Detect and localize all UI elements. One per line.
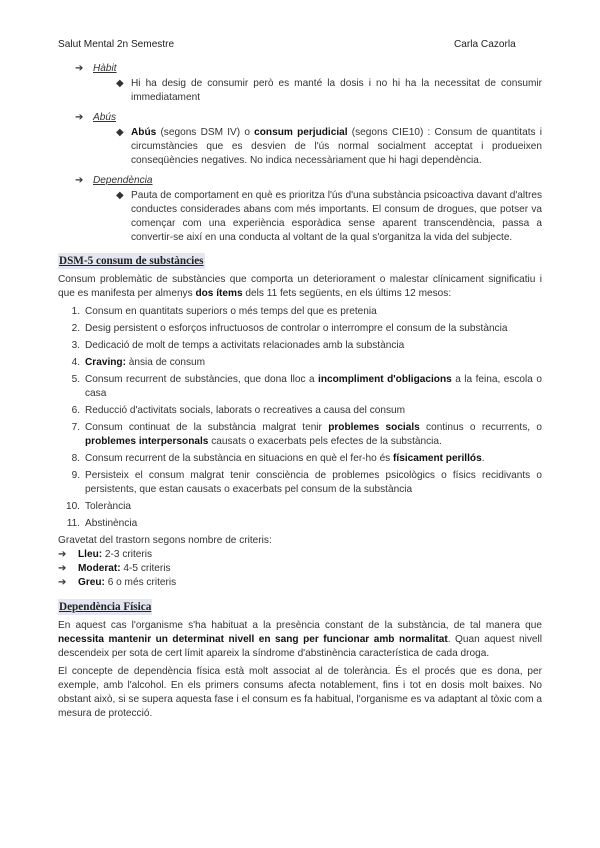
text-run: a la feina, escola o casa (85, 374, 542, 399)
criteria-item (58, 452, 542, 466)
gravetat-list (58, 548, 542, 590)
arrow-right-icon: ➔ (58, 577, 67, 588)
gravetat-level: Greu: (78, 577, 105, 588)
criteria-item (58, 322, 542, 336)
definition-bullet (58, 77, 542, 105)
text-run: (segons CIE10) : Consum de quantitats i circumstàncies que es desvien de l'ús normal socialment acceptat i produeixen conseqüències negatives. No indica necessàriament que hi hagi dependència. (131, 127, 543, 166)
gravetat-range: 2-3 criteris (102, 549, 153, 560)
criteria-number: 8. (71, 453, 80, 464)
criteria-number: 5. (71, 374, 80, 385)
text-run: causats o exacerbats pels efectes de la substància. (208, 436, 442, 447)
text-run: En aquest cas l'organisme s'ha habituat a la presència constant de la substància, de tal manera que (58, 620, 542, 631)
definition-term (58, 111, 542, 125)
text-run: Abstinència (85, 518, 138, 529)
bold-text: consum perjudicial (254, 127, 348, 138)
bold-text: Craving: (85, 357, 126, 368)
text-run: Hi ha desig de consumir però es manté la dosis i no hi ha la necessitat de consumir immediatament (131, 78, 542, 103)
arrow-right-icon: ➔ (58, 549, 67, 560)
criteria-item (58, 373, 542, 401)
criteria-number: 3. (71, 340, 80, 351)
diamond-bullet-icon: ◆ (116, 190, 124, 201)
diamond-bullet-icon: ◆ (116, 78, 124, 89)
text-run: dels 11 fets següents, en els últims 12 mesos: (242, 288, 452, 299)
bold-text: dos ítems (195, 288, 243, 299)
gravetat-item (58, 548, 542, 562)
definition-term-label: Dependència (93, 175, 153, 186)
dsm-intro-paragraph (58, 273, 542, 301)
gravetat-item (58, 576, 542, 590)
dsm-criteria-list (58, 305, 542, 531)
text-run: continus o recurrents, o (419, 422, 542, 433)
criteria-number: 7. (71, 422, 80, 433)
definitions-list (58, 62, 542, 245)
bold-text: Abús (131, 127, 157, 138)
text-run: Consum en quantitats superiors o més temps del que es pretenia (85, 306, 377, 317)
text-run: ànsia de consum (125, 357, 206, 368)
text-run: Consum recurrent de substàncies, que dona lloc a (85, 374, 319, 385)
header-course: Salut Mental 2n Semestre (58, 39, 175, 50)
criteria-item (58, 404, 542, 418)
text-run: Consum recurrent de la substància en situacions en què el fer-ho és (85, 453, 394, 464)
arrow-right-icon: ➔ (75, 175, 84, 186)
gravetat-level: Lleu: (78, 549, 103, 560)
criteria-number: 6. (71, 405, 80, 416)
arrow-right-icon: ➔ (75, 63, 84, 74)
arrow-right-icon: ➔ (75, 112, 84, 123)
definition-term-label: Abús (93, 112, 117, 123)
text-run: Pauta de comportament en què es prioritza l'ús d'una substància psicoactiva davant d'altres conductes considerades abans com més importants. El consum de drogues, que potser va començar com una experiència esporàdica sense aparent transcendència, passa a convertir-se així en una conducta al voltant de la qual s'organitza la vida del subjecte. (131, 190, 542, 243)
text-run: El concepte de dependència física està molt associat al de tolerància. És el procés que es dona, per exemple, amb l'alcohol. En els primers consums afecta notablement, fins i tot en dosis molt baixes. No obstant això, si se supera aquesta fase i el consum es fa habitual, l'organisme es va adaptant al tòxic com a mesura de protecció. (58, 666, 542, 719)
document-body (58, 62, 542, 721)
text-run: Tolerància (85, 501, 132, 512)
section-title-dsm5: DSM-5 consum de substàncies (59, 255, 204, 267)
bold-text: problemes interpersonals (85, 436, 209, 447)
criteria-number: 4. (71, 357, 80, 368)
criteria-number: 2. (71, 323, 80, 334)
gravetat-range: 6 o més criteris (104, 577, 177, 588)
text-run: . Quan aquest nivell descendeix per sota de cert límit apareix la síndrome d'abstinència característica de cada droga. (58, 634, 542, 659)
criteria-item (58, 469, 542, 497)
definition-term (58, 174, 542, 188)
text-run: Desig persistent o esforços infructuosos de controlar o interrompre el consum de la substància (85, 323, 508, 334)
diamond-bullet-icon: ◆ (116, 127, 124, 138)
header-author: Carla Cazorla (454, 39, 516, 50)
definition-bullet (58, 126, 542, 168)
gravetat-level: Moderat: (78, 563, 121, 574)
criteria-item (58, 500, 542, 514)
section-title-dependencia-fisica: Dependència Física (59, 601, 152, 613)
criteria-item (58, 517, 542, 531)
definition-term-label: Hàbit (93, 63, 117, 74)
text-run: Persisteix el consum malgrat tenir consciència de problemes psicològics o físics recidivants o persistents, que estan causats o exacerbats pel consum de la substància (85, 470, 542, 495)
fisica-paragraph-1 (58, 619, 542, 661)
bold-text: físicament perillós (393, 453, 482, 464)
text-run: (segons DSM IV) o (156, 127, 255, 138)
text-run: Dedicació de molt de temps a activitats relacionades amb la substància (85, 340, 405, 351)
text-run: Reducció d'activitats socials, laborats o recreatives a causa del consum (85, 405, 406, 416)
definition-bullet (58, 189, 542, 245)
fisica-paragraph-2 (58, 665, 542, 721)
text-run: . (481, 453, 485, 464)
criteria-item (58, 421, 542, 449)
criteria-number: 9. (71, 470, 80, 481)
criteria-item (58, 305, 542, 319)
gravetat-item (58, 562, 542, 576)
arrow-right-icon: ➔ (58, 563, 67, 574)
bold-text: problemes socials (328, 422, 420, 433)
gravetat-label: Gravetat del trastorn segons nombre de criteris: (58, 535, 272, 546)
criteria-item (58, 356, 542, 370)
gravetat-range: 4-5 criteris (120, 563, 171, 574)
text-run: Consum problemàtic de substàncies que comporta un deteriorament o malestar clínicament significatiu i que es manifesta per almenys (58, 274, 542, 299)
bold-text: necessita mantenir un determinat nivell en sang per funcionar amb normalitat (58, 634, 448, 645)
criteria-number: 1. (71, 306, 80, 317)
definition-term (58, 62, 542, 76)
bold-text: incompliment d'obligacions (318, 374, 452, 385)
criteria-item (58, 339, 542, 353)
criteria-number: 11. (66, 518, 80, 529)
criteria-number: 10. (65, 501, 80, 512)
text-run: Consum continuat de la substància malgrat tenir (85, 422, 329, 433)
